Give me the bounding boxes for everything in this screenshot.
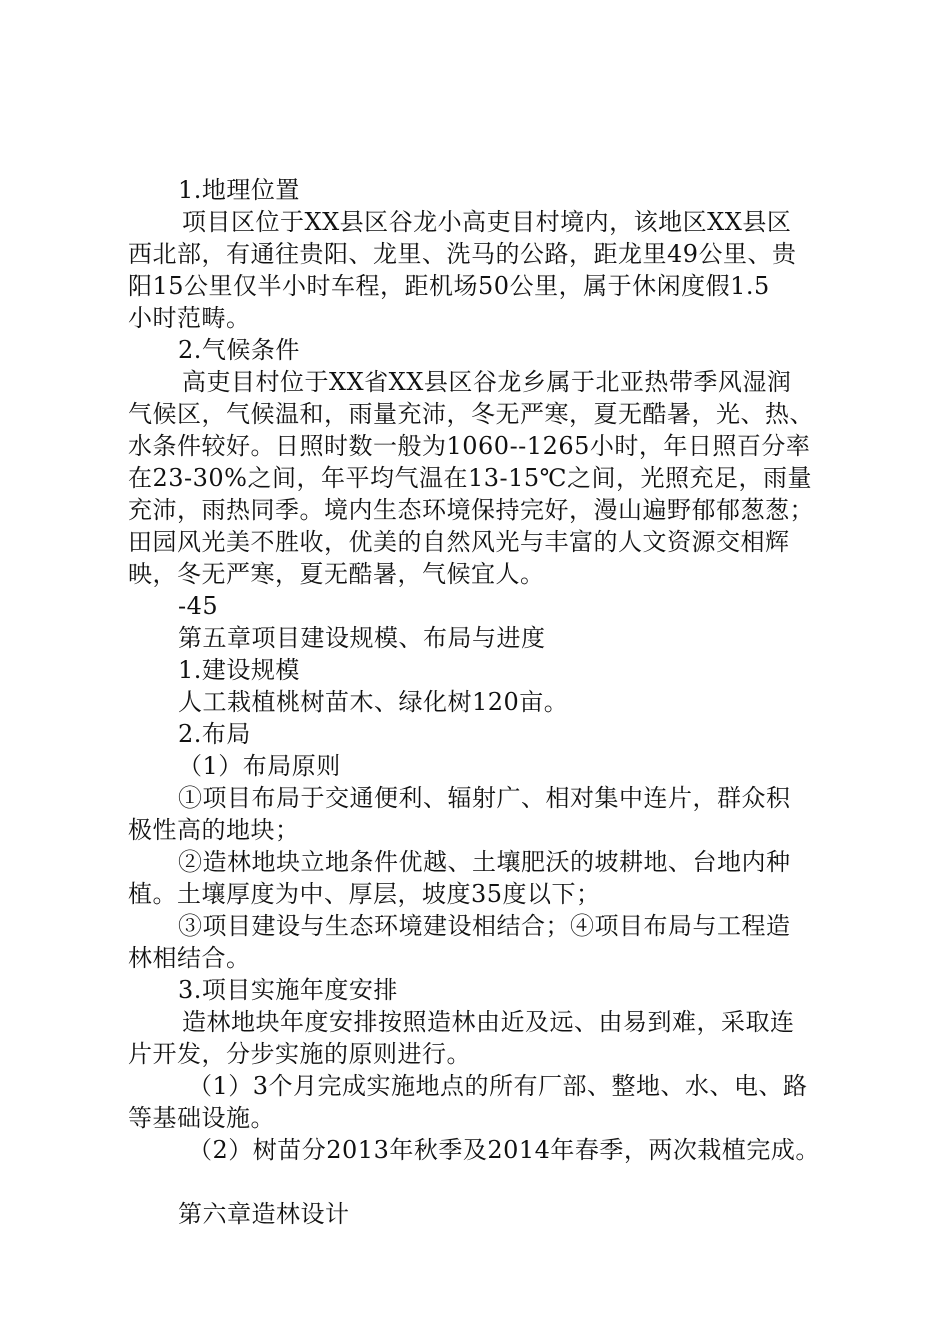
list-item-line: 等基础设施。	[128, 1104, 275, 1132]
paragraph-line: 阳15公里仅半小时车程，距机场50公里，属于休闲度假1.5	[128, 272, 770, 300]
paragraph-line: 充沛，雨热同季。境内生态环境保持完好，漫山遍野郁郁葱葱；	[128, 496, 814, 524]
list-item-line: ②造林地块立地条件优越、土壤肥沃的坡耕地、台地内种	[178, 848, 791, 876]
page-number-fragment: -45	[178, 592, 219, 620]
subheading-layout-principles: （1）布局原则	[178, 752, 341, 780]
heading-annual-schedule: 3.项目实施年度安排	[178, 976, 398, 1004]
heading-layout: 2.布局	[178, 720, 251, 748]
heading-construction-scale: 1.建设规模	[178, 656, 300, 684]
heading-climate-conditions: 2.气候条件	[178, 336, 300, 364]
paragraph-line: 田园风光美不胜收，优美的自然风光与丰富的人文资源交相辉	[128, 528, 790, 556]
paragraph-line: 高吏目村位于XX省XX县区谷龙乡属于北亚热带季风湿润	[182, 368, 792, 396]
paragraph-line: 小时范畴。	[128, 304, 251, 332]
paragraph-line: 造林地块年度安排按照造林由近及远、由易到难，采取连	[182, 1008, 795, 1036]
list-item-line: （1）3个月完成实施地点的所有厂部、整地、水、电、路	[188, 1072, 808, 1100]
list-item-line: 植。土壤厚度为中、厚层，坡度35度以下；	[128, 880, 601, 908]
list-item-line: 林相结合。	[128, 944, 251, 972]
paragraph-line: 西北部，有通往贵阳、龙里、洗马的公路，距龙里49公里、贵	[128, 240, 797, 268]
paragraph-line: 人工栽植桃树苗木、绿化树120亩。	[178, 688, 569, 716]
chapter-five-heading: 第五章项目建设规模、布局与进度	[178, 624, 546, 652]
heading-geographic-location: 1.地理位置	[178, 176, 300, 204]
list-item-line: ③项目建设与生态环境建设相结合；④项目布局与工程造	[178, 912, 791, 940]
list-item-line: ①项目布局于交通便利、辐射广、相对集中连片，群众积	[178, 784, 791, 812]
paragraph-line: 水条件较好。日照时数一般为1060--1265小时，年日照百分率	[128, 432, 811, 460]
paragraph-line: 片开发，分步实施的原则进行。	[128, 1040, 471, 1068]
list-item-line: （2）树苗分2013年秋季及2014年春季，两次栽植完成。	[188, 1136, 820, 1164]
paragraph-line: 映，冬无严寒，夏无酷暑，气候宜人。	[128, 560, 545, 588]
paragraph-line: 项目区位于XX县区谷龙小高吏目村境内，该地区XX县区	[182, 208, 792, 236]
list-item-line: 极性高的地块；	[128, 816, 300, 844]
paragraph-line: 在23-30%之间，年平均气温在13-15℃之间，光照充足，雨量	[128, 464, 813, 492]
paragraph-line: 气候区，气候温和，雨量充沛，冬无严寒，夏无酷暑，光、热、	[128, 400, 814, 428]
chapter-six-heading: 第六章造林设计	[178, 1200, 350, 1228]
